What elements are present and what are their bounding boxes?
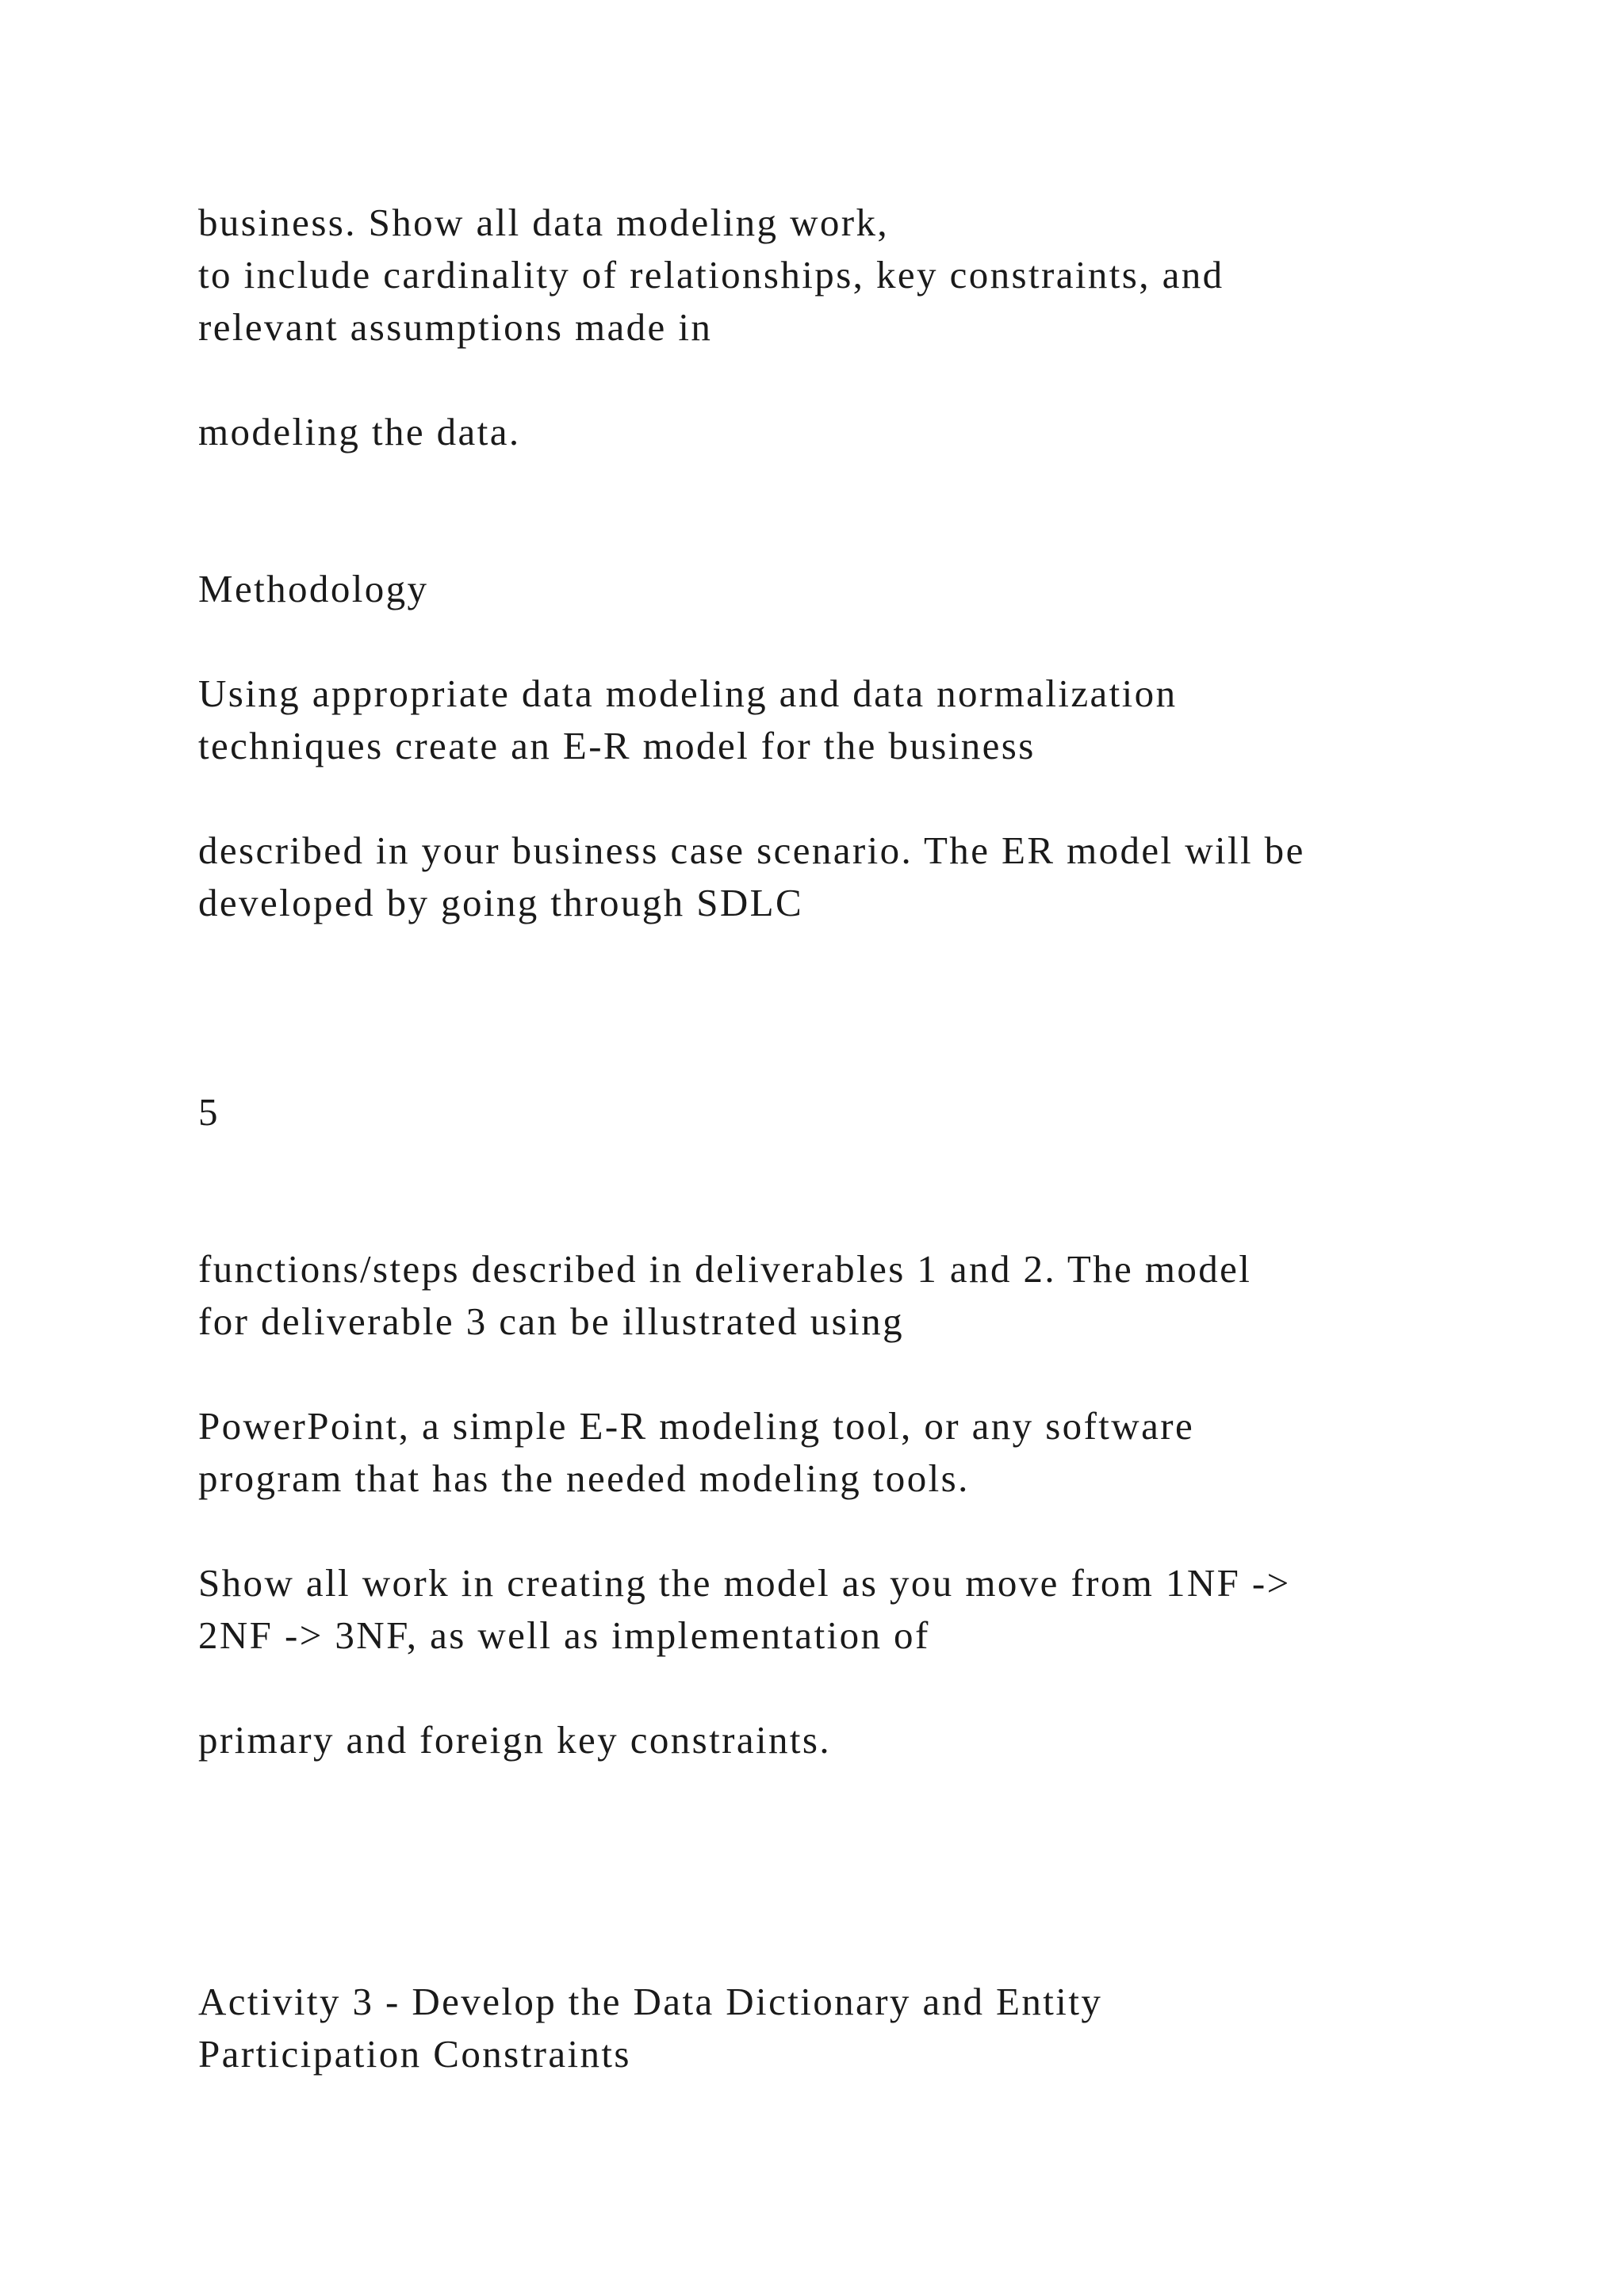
text-line-8: described in your business case scenario. The ER model will be (198, 828, 1305, 872)
text-line-9: developed by going through SDLC (198, 881, 804, 924)
text-line-6: Using appropriate data modeling and data normalization (198, 672, 1178, 715)
text-line-3: relevant assumptions made in (198, 305, 713, 349)
text-line-4: modeling the data. (198, 410, 521, 453)
text-line-17: primary and foreign key constraints. (198, 1718, 832, 1762)
text-line-2: to include cardinality of relationships, key constraints, and (198, 253, 1224, 297)
activity-heading-line-1: Activity 3 - Develop the Data Dictionary and Entity (198, 1980, 1103, 2023)
page-number: 5 (198, 1090, 220, 1134)
text-line-7: techniques create an E-R model for the business (198, 724, 1036, 767)
activity-heading-line-2: Participation Constraints (198, 2032, 631, 2076)
text-line-13: PowerPoint, a simple E-R modeling tool, or any software (198, 1404, 1195, 1448)
section-heading-methodology: Methodology (198, 567, 429, 610)
text-line-16: 2NF -> 3NF, as well as implementation of (198, 1613, 930, 1657)
text-line-11: functions/steps described in deliverables 1 and 2. The model (198, 1247, 1252, 1291)
text-line-14: program that has the needed modeling tools. (198, 1456, 970, 1500)
text-line-15: Show all work in creating the model as you move from 1NF -> (198, 1561, 1291, 1605)
text-line-1: business. Show all data modeling work, (198, 201, 890, 244)
text-line-12: for deliverable 3 can be illustrated using (198, 1299, 904, 1343)
